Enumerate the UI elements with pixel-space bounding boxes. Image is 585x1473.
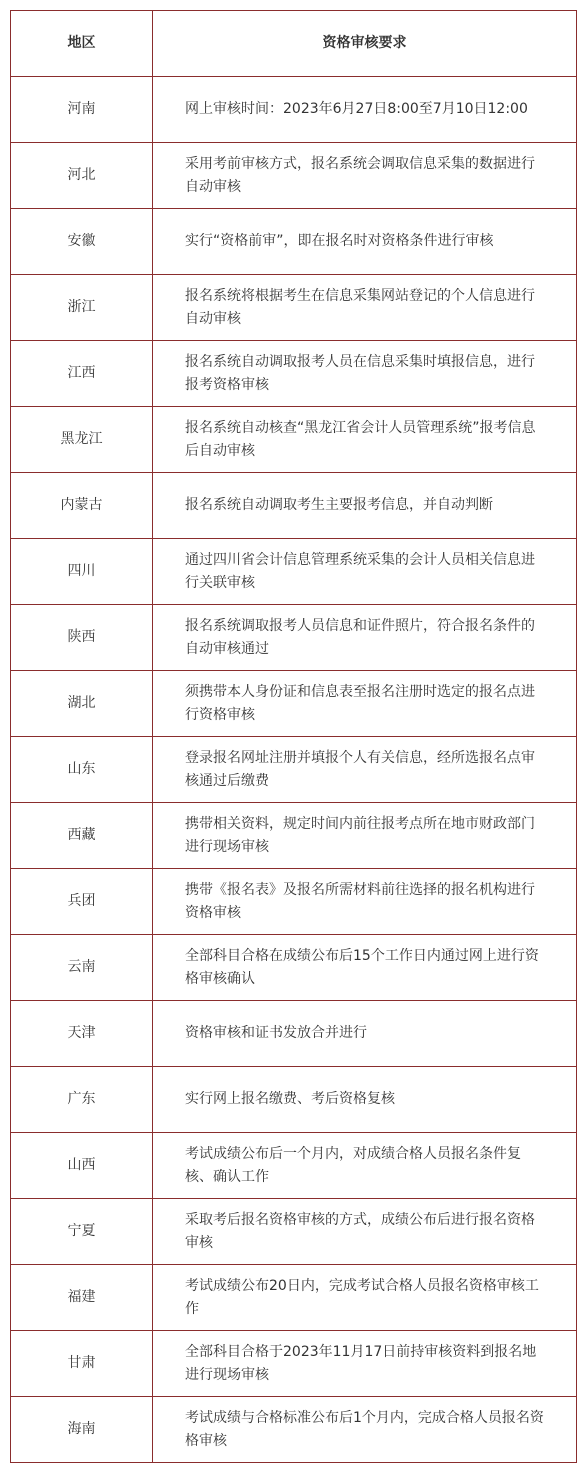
requirement-cell: 登录报名网址注册并填报个人有关信息，经所选报名点审核通过后缴费 bbox=[153, 737, 577, 803]
table-row bbox=[11, 143, 577, 209]
table-row bbox=[11, 803, 577, 869]
table-row bbox=[11, 737, 577, 803]
region-cell: 甘肃 bbox=[11, 1331, 153, 1397]
region-cell: 山东 bbox=[11, 737, 153, 803]
table-row bbox=[11, 935, 577, 1001]
requirement-cell: 携带相关资料，规定时间内前往报考点所在地市财政部门进行现场审核 bbox=[153, 803, 577, 869]
requirement-cell: 报名系统将根据考生在信息采集网站登记的个人信息进行自动审核 bbox=[153, 275, 577, 341]
table-row bbox=[11, 407, 577, 473]
table-body bbox=[11, 77, 577, 1463]
requirement-cell: 实行网上报名缴费、考后资格复核 bbox=[153, 1067, 577, 1133]
table-row bbox=[11, 1199, 577, 1265]
header-region: 地区 bbox=[11, 11, 153, 77]
region-cell: 福建 bbox=[11, 1265, 153, 1331]
requirement-cell: 考试成绩公布后一个月内，对成绩合格人员报名条件复核、确认工作 bbox=[153, 1133, 577, 1199]
requirement-cell: 资格审核和证书发放合并进行 bbox=[153, 1001, 577, 1067]
table-row bbox=[11, 869, 577, 935]
qualification-review-table bbox=[10, 10, 577, 1463]
requirements-table-container bbox=[10, 10, 576, 1463]
requirement-cell: 考试成绩公布20日内，完成考试合格人员报名资格审核工作 bbox=[153, 1265, 577, 1331]
requirement-cell: 报名系统自动调取报考人员在信息采集时填报信息，进行报考资格审核 bbox=[153, 341, 577, 407]
requirement-cell: 报名系统自动核查“黑龙江省会计人员管理系统”报考信息后自动审核 bbox=[153, 407, 577, 473]
region-cell: 西藏 bbox=[11, 803, 153, 869]
requirement-cell: 全部科目合格于2023年11月17日前持审核资料到报名地进行现场审核 bbox=[153, 1331, 577, 1397]
table-row bbox=[11, 209, 577, 275]
table-row bbox=[11, 1265, 577, 1331]
table-row bbox=[11, 77, 577, 143]
requirement-cell: 通过四川省会计信息管理系统采集的会计人员相关信息进行关联审核 bbox=[153, 539, 577, 605]
region-cell: 浙江 bbox=[11, 275, 153, 341]
requirement-cell: 全部科目合格在成绩公布后15个工作日内通过网上进行资格审核确认 bbox=[153, 935, 577, 1001]
region-cell: 山西 bbox=[11, 1133, 153, 1199]
table-row bbox=[11, 473, 577, 539]
requirement-cell: 报名系统自动调取考生主要报考信息，并自动判断 bbox=[153, 473, 577, 539]
table-row bbox=[11, 539, 577, 605]
table-row bbox=[11, 1001, 577, 1067]
region-cell: 广东 bbox=[11, 1067, 153, 1133]
requirement-cell: 实行“资格前审”，即在报名时对资格条件进行审核 bbox=[153, 209, 577, 275]
region-cell: 河北 bbox=[11, 143, 153, 209]
region-cell: 湖北 bbox=[11, 671, 153, 737]
table-row bbox=[11, 1397, 577, 1463]
requirement-cell: 网上审核时间：2023年6月27日8:00至7月10日12:00 bbox=[153, 77, 577, 143]
table-row bbox=[11, 1133, 577, 1199]
requirement-cell: 采用考前审核方式，报名系统会调取信息采集的数据进行自动审核 bbox=[153, 143, 577, 209]
table-row bbox=[11, 341, 577, 407]
region-cell: 云南 bbox=[11, 935, 153, 1001]
requirement-cell: 须携带本人身份证和信息表至报名注册时选定的报名点进行资格审核 bbox=[153, 671, 577, 737]
region-cell: 天津 bbox=[11, 1001, 153, 1067]
region-cell: 内蒙古 bbox=[11, 473, 153, 539]
table-row bbox=[11, 1067, 577, 1133]
requirement-cell: 携带《报名表》及报名所需材料前往选择的报名机构进行资格审核 bbox=[153, 869, 577, 935]
region-cell: 四川 bbox=[11, 539, 153, 605]
header-requirement: 资格审核要求 bbox=[153, 11, 577, 77]
requirement-cell: 采取考后报名资格审核的方式，成绩公布后进行报名资格审核 bbox=[153, 1199, 577, 1265]
region-cell: 安徽 bbox=[11, 209, 153, 275]
table-row bbox=[11, 671, 577, 737]
region-cell: 黑龙江 bbox=[11, 407, 153, 473]
region-cell: 陕西 bbox=[11, 605, 153, 671]
requirement-cell: 考试成绩与合格标准公布后1个月内，完成合格人员报名资格审核 bbox=[153, 1397, 577, 1463]
requirement-cell: 报名系统调取报考人员信息和证件照片，符合报名条件的自动审核通过 bbox=[153, 605, 577, 671]
table-row bbox=[11, 605, 577, 671]
table-header-row bbox=[11, 11, 577, 77]
region-cell: 兵团 bbox=[11, 869, 153, 935]
region-cell: 海南 bbox=[11, 1397, 153, 1463]
table-row bbox=[11, 1331, 577, 1397]
region-cell: 宁夏 bbox=[11, 1199, 153, 1265]
region-cell: 河南 bbox=[11, 77, 153, 143]
table-row bbox=[11, 275, 577, 341]
region-cell: 江西 bbox=[11, 341, 153, 407]
